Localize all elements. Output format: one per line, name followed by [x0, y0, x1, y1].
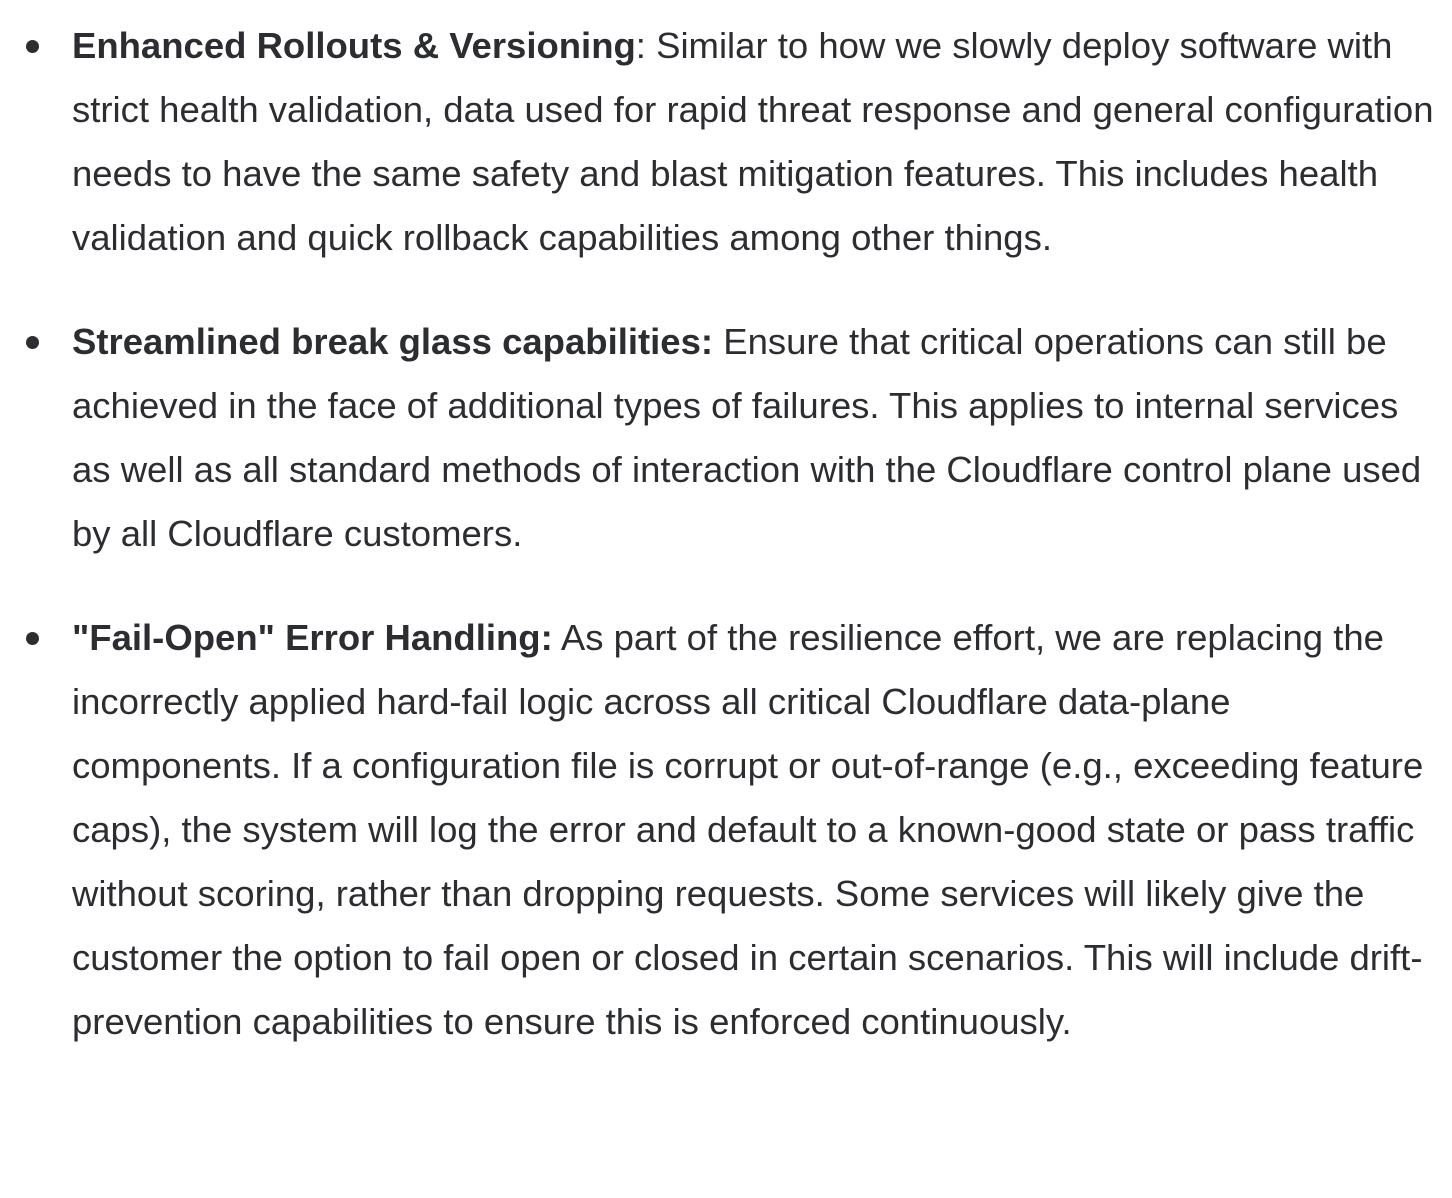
bullet-icon [26, 632, 39, 645]
list-item [0, 606, 1452, 1054]
list-item [0, 14, 1452, 270]
item-title: Streamlined break glass capabilities: [72, 321, 714, 362]
list-item [0, 310, 1452, 566]
item-separator: : [635, 25, 657, 66]
bullet-list [0, 14, 1452, 1094]
item-body: As part of the resilience effort, we are replacing the incorrectly applied hard-fail logic across all critical Cloudflare data-plane components. If a configuration file is corrupt or out-of-range (e.g., exceeding feature caps), the system will log the error and default to a known-good state or pass traffic without scoring, rather than dropping requests. Some services will likely give the customer the option to fail open or closed in certain scenarios. This will include drift-prevention capabilities to ensure this is enforced continuously. [72, 617, 1424, 1042]
bullet-icon [26, 40, 39, 53]
item-title: "Fail-Open" Error Handling: [72, 617, 553, 658]
item-body: Similar to how we slowly deploy software with strict health validation, data used for rapid threat response and general configuration needs to have the same safety and blast mitigation features. This includes health validation and quick rollback capabilities among other things. [72, 25, 1434, 258]
item-title: Enhanced Rollouts & Versioning [72, 25, 636, 66]
item-separator [713, 321, 723, 362]
item-body: Ensure that critical operations can still be achieved in the face of additional types of failures. This applies to internal services as well as all standard methods of interaction with the Cloudflare control plane used by all Cloudflare customers. [72, 321, 1422, 554]
item-separator [553, 617, 561, 658]
bullet-icon [26, 336, 39, 349]
